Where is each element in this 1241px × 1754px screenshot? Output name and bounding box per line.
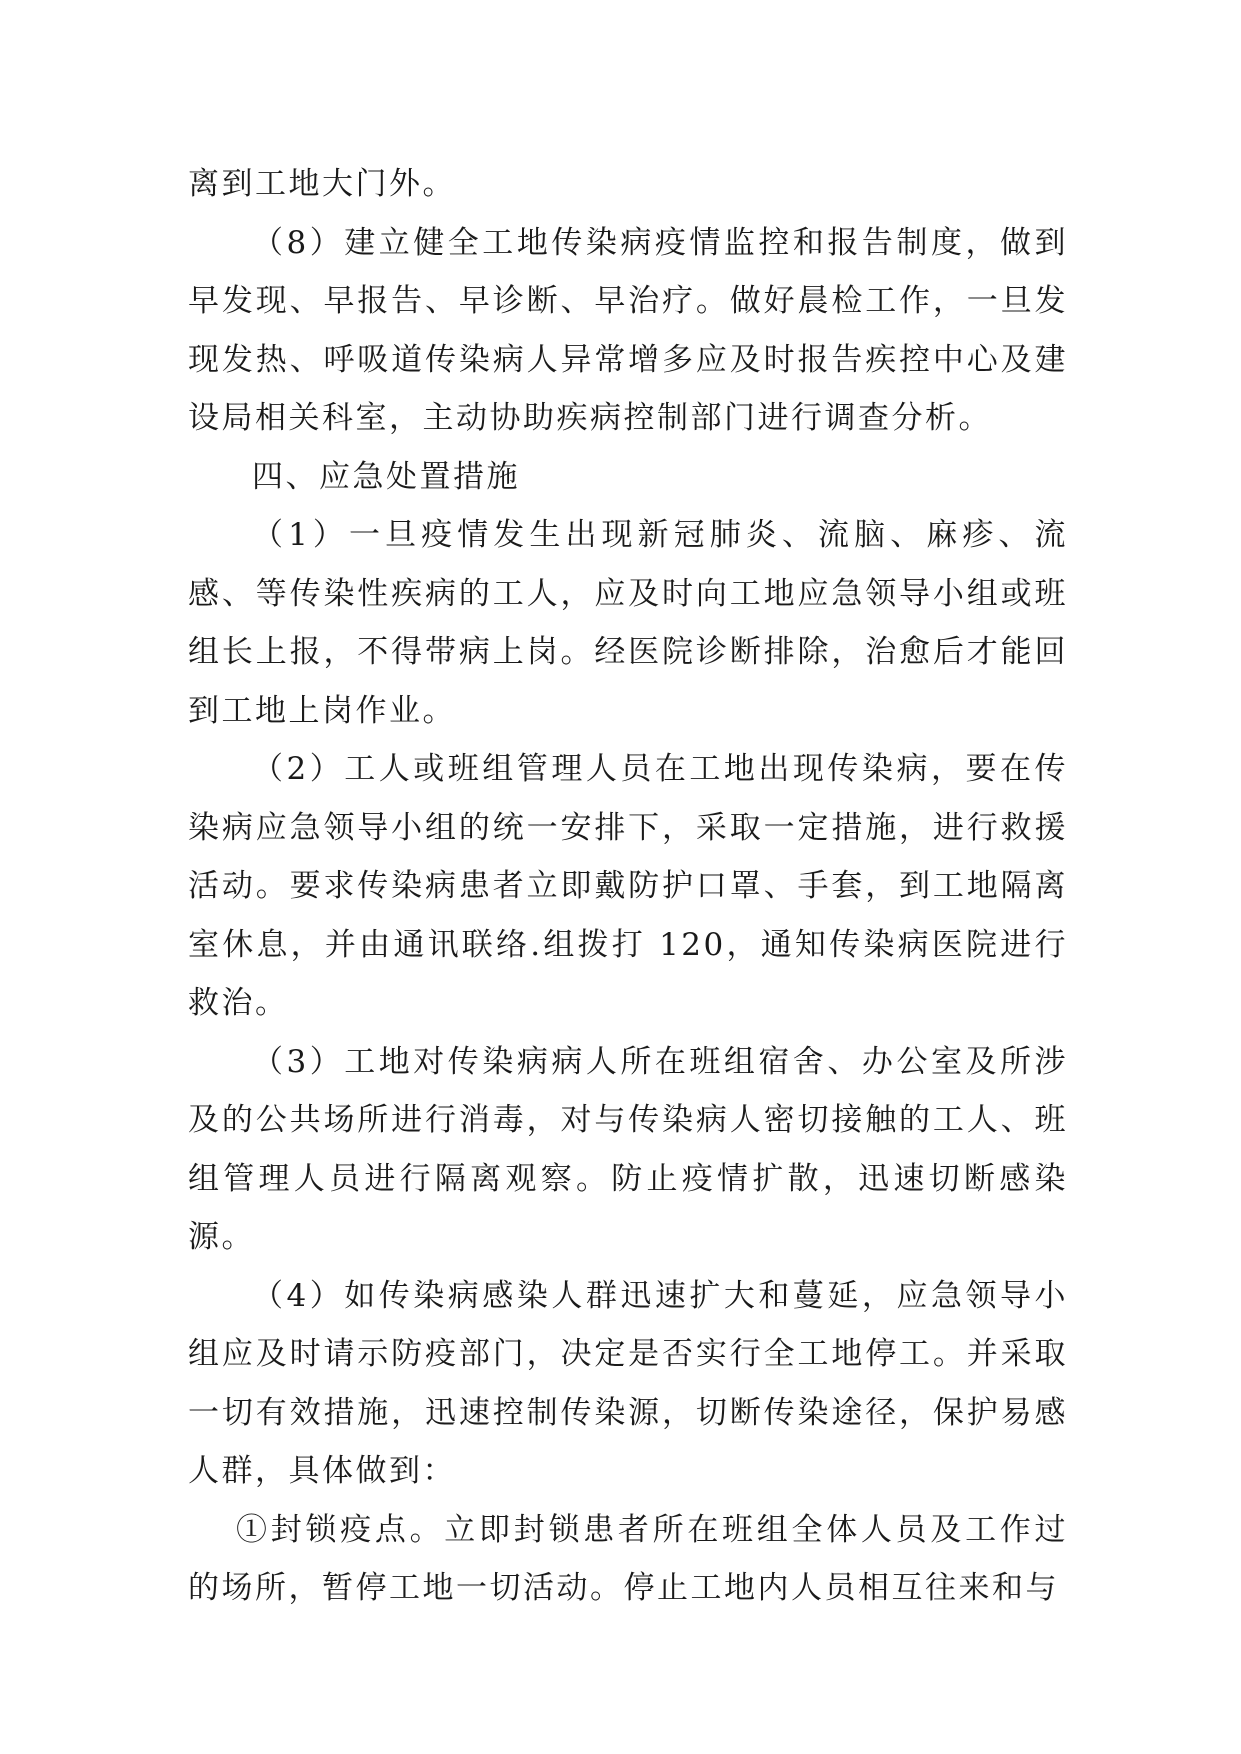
paragraph-item-3: （3）工地对传染病病人所在班组宿舍、办公室及所涉及的公共场所进行消毒，对与传染病人密切接触的工人、班组管理人员进行隔离观察。防止疫情扩散，迅速切断感染源。 — [188, 1043, 1068, 1255]
paragraph-item-1: （1）一旦疫情发生出现新冠肺炎、流脑、麻疹、流感、等传染性疾病的工人，应及时向工地应急领导小组或班组长上报，不得带病上岗。经医院诊断排除，治愈后才能回到工地上岗作业。 — [188, 517, 1068, 729]
section-heading-emergency-measures: 四、应急处置措施 — [252, 458, 520, 495]
paragraph-continuation: 离到工地大门外。 — [188, 166, 456, 202]
paragraph-subitem-1: ①封锁疫点。立即封锁患者所在班组全体人员及工作过的场所，暂停工地一切活动。停止工地内人员相互往来和与 — [188, 1511, 1068, 1606]
document-body — [188, 155, 1068, 1618]
paragraph-item-4: （4）如传染病感染人群迅速扩大和蔓延，应急领导小组应及时请示防疫部门，决定是否实行全工地停工。并采取一切有效措施，迅速控制传染源，切断传染途径，保护易感人群，具体做到： — [188, 1277, 1068, 1489]
paragraph-item-8: （8）建立健全工地传染病疫情监控和报告制度，做到早发现、早报告、早诊断、早治疗。做好晨检工作，一旦发现发热、呼吸道传染病人异常增多应及时报告疾控中心及建设局相关科室，主动协助疾病控制部门进行调查分析。 — [188, 224, 1068, 436]
paragraph-item-2: （2）工人或班组管理人员在工地出现传染病，要在传染病应急领导小组的统一安排下，采取一定措施，进行救援活动。要求传染病患者立即戴防护口罩、手套，到工地隔离室休息，并由通讯联络.组拨打 120，通知传染病医院进行救治。 — [188, 751, 1068, 1021]
